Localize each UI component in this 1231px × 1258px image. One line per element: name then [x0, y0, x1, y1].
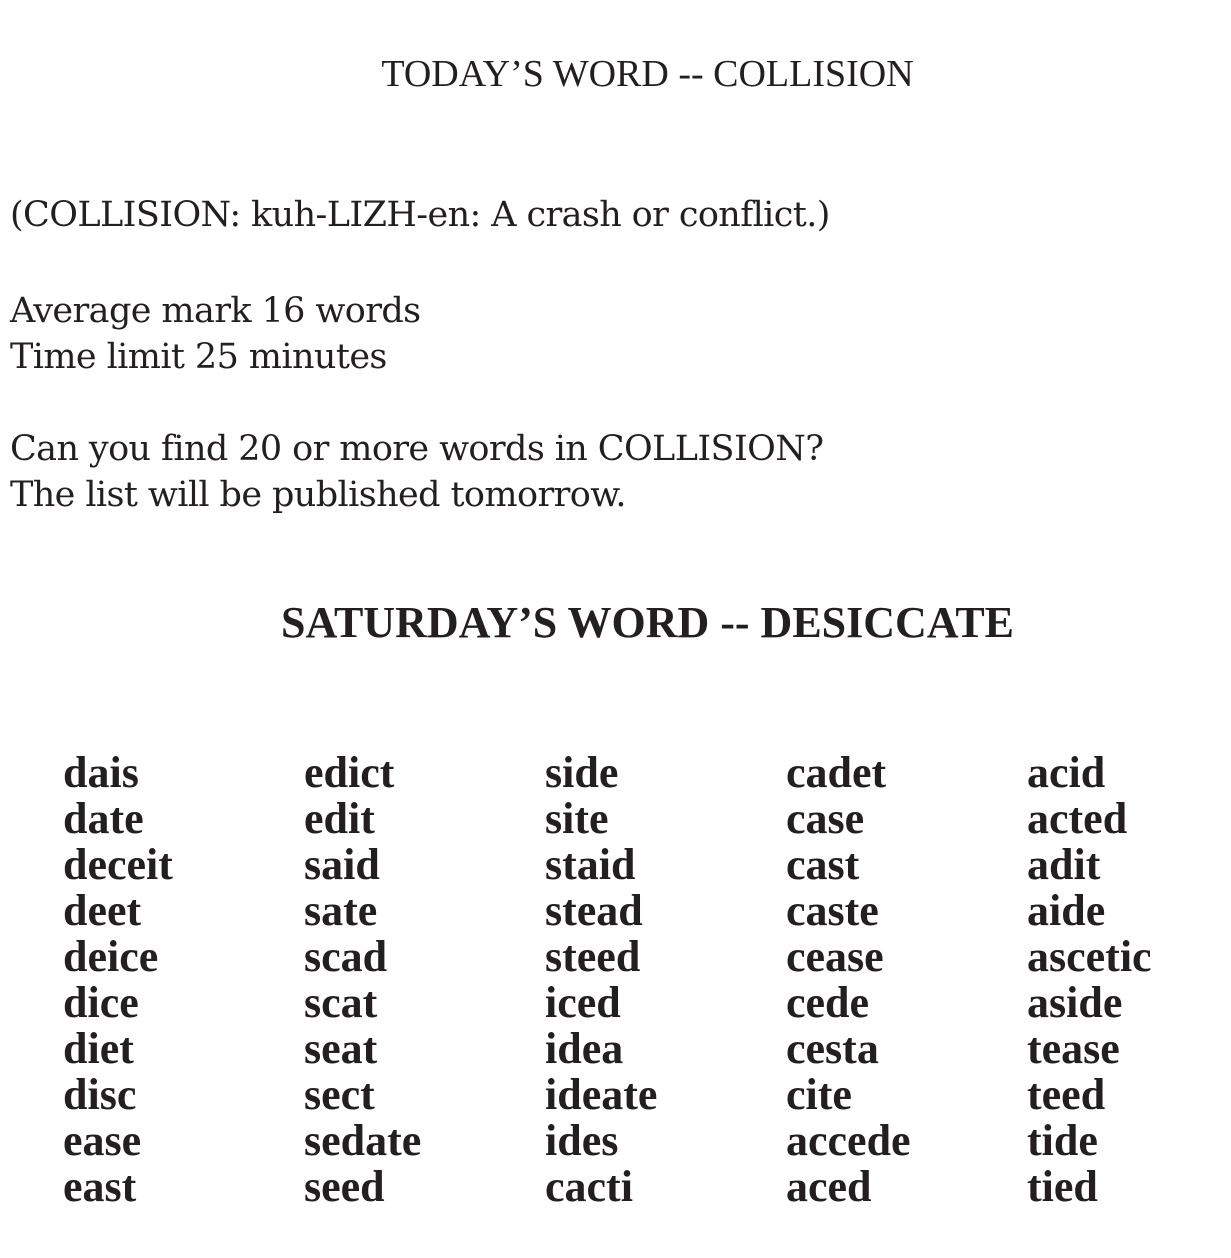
- word-column: [545, 750, 657, 1210]
- answer-word: ascetic: [1027, 932, 1152, 981]
- answer-word: disc: [63, 1070, 137, 1119]
- answer-word: accede: [786, 1116, 911, 1165]
- saturdays-word-title: SATURDAY’S WORD -- DESICCATE: [280, 598, 1015, 647]
- answer-word: deet: [63, 886, 142, 935]
- answer-word: sedate: [304, 1116, 422, 1165]
- answer-word: site: [545, 794, 609, 843]
- answer-word: cede: [786, 978, 870, 1027]
- word-column: [304, 750, 421, 1210]
- answer-word: ease: [63, 1116, 142, 1165]
- puzzle-challenge: [10, 426, 823, 518]
- word-column: [1027, 750, 1152, 1210]
- answer-word: iced: [545, 978, 621, 1027]
- word-column: [63, 750, 173, 1210]
- answer-word: said: [304, 840, 380, 889]
- answer-word: cease: [786, 932, 884, 981]
- answer-word: adit: [1027, 840, 1101, 889]
- answer-word: cast: [786, 840, 860, 889]
- answer-word: sect: [304, 1070, 375, 1119]
- challenge-text: Can you find 20 or more words in COLLISION?: [10, 429, 824, 469]
- puzzle-stats: [10, 288, 421, 380]
- answer-word: staid: [545, 840, 636, 889]
- answer-word: aced: [786, 1162, 872, 1211]
- answer-word: cesta: [786, 1024, 879, 1073]
- answer-word: sate: [304, 886, 378, 935]
- answer-word: idea: [545, 1024, 624, 1073]
- word-column: [786, 750, 911, 1210]
- answer-word: edit: [304, 794, 375, 843]
- answer-word: cacti: [545, 1162, 633, 1211]
- time-limit: Time limit 25 minutes: [10, 337, 387, 377]
- answer-word: case: [786, 794, 865, 843]
- todays-word-title: TODAY’S WORD -- COLLISION: [381, 53, 914, 95]
- answer-word: cadet: [786, 748, 887, 797]
- answer-word: acid: [1027, 748, 1106, 797]
- answer-word: caste: [786, 886, 879, 935]
- average-mark: Average mark 16 words: [10, 291, 421, 331]
- answer-word: diet: [63, 1024, 134, 1073]
- answer-word: edict: [304, 748, 395, 797]
- answer-word: ideate: [545, 1070, 658, 1119]
- answer-word: side: [545, 748, 619, 797]
- answer-word: seat: [304, 1024, 378, 1073]
- answer-word: scad: [304, 932, 388, 981]
- answer-word: cite: [786, 1070, 852, 1119]
- answer-word: ides: [545, 1116, 619, 1165]
- answer-word: aide: [1027, 886, 1106, 935]
- answer-word: tide: [1027, 1116, 1098, 1165]
- answer-word: dais: [63, 748, 139, 797]
- answer-word: scat: [304, 978, 378, 1027]
- answer-word: date: [63, 794, 144, 843]
- answer-word: seed: [304, 1162, 385, 1211]
- answer-word: tied: [1027, 1162, 1098, 1211]
- answer-word: teed: [1027, 1070, 1106, 1119]
- answer-word: steed: [545, 932, 641, 981]
- publish-note: The list will be published tomorrow.: [10, 475, 626, 515]
- answer-word: aside: [1027, 978, 1123, 1027]
- answer-word: tease: [1027, 1024, 1120, 1073]
- answer-word: east: [63, 1162, 137, 1211]
- answer-word: deceit: [63, 840, 173, 889]
- answer-word: dice: [63, 978, 139, 1027]
- answer-word: stead: [545, 886, 643, 935]
- answer-word: deice: [63, 932, 159, 981]
- answer-word: acted: [1027, 794, 1128, 843]
- word-definition: (COLLISION: kuh-LIZH-en: A crash or conflict.): [10, 195, 830, 235]
